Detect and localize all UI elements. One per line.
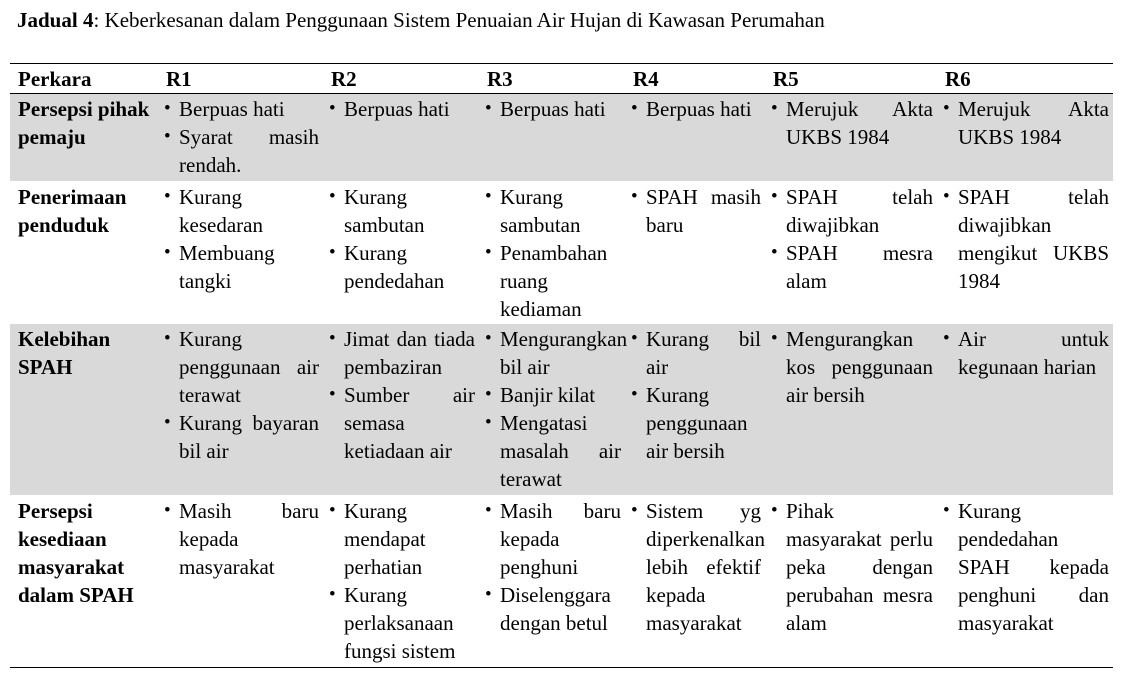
header-perkara: Perkara bbox=[10, 64, 158, 94]
bullet-item: • Kurang bayaran bil air bbox=[164, 409, 319, 465]
header-r6: R6 bbox=[937, 64, 1113, 94]
bullet-item: • Banjir kilat bbox=[485, 381, 621, 409]
bullet-item: • Jimat dan tiada pembaziran bbox=[329, 325, 475, 381]
bullet-item: • Masih baru kepada masyarakat bbox=[164, 497, 319, 581]
table-cell bbox=[323, 94, 479, 182]
bullet-item: • Kurang kesedaran bbox=[164, 183, 319, 239]
effectiveness-table bbox=[10, 63, 1113, 668]
bullet-item: • SPAH telah diwajibkan bbox=[771, 183, 933, 239]
caption-text: : Keberkesanan dalam Penggunaan Sistem Penuaian Air Hujan di Kawasan Perumahan bbox=[93, 8, 825, 32]
bullet-item: • Syarat masih rendah. bbox=[164, 123, 319, 179]
bullet-item: • Sumber air semasa ketiadaan air bbox=[329, 381, 475, 465]
bullet-item: • Air untuk kegunaan harian bbox=[943, 325, 1109, 381]
header-r4: R4 bbox=[625, 64, 765, 94]
table-caption bbox=[17, 8, 825, 33]
bullet-item: • Kurang pendedahan SPAH kepada penghuni dan masyarakat bbox=[943, 497, 1109, 637]
bullet-item: • Kurang penggunaan air terawat bbox=[164, 325, 319, 409]
bullet-item: • Merujuk Akta UKBS 1984 bbox=[771, 95, 933, 151]
bullet-item: • Berpuas hati bbox=[329, 95, 475, 123]
bullet-item: • Sistem yg diperkenalkan lebih efektif kepada masyarakat bbox=[631, 497, 761, 637]
row-label: Persepsi kesediaan masyarakat dalam SPAH bbox=[10, 496, 158, 668]
table-row bbox=[10, 496, 1113, 668]
table-cell bbox=[479, 324, 628, 496]
table-cell bbox=[937, 496, 1113, 668]
table-cell bbox=[765, 496, 937, 668]
table-cell bbox=[937, 94, 1113, 182]
table-cell bbox=[158, 182, 323, 324]
header-r1: R1 bbox=[158, 64, 323, 94]
bullet-item: • Masih baru kepada penghuni bbox=[485, 497, 621, 581]
table-cell bbox=[323, 182, 479, 324]
caption-label: Jadual 4 bbox=[17, 8, 94, 32]
bullet-item: • Kurang mendapat perhatian bbox=[329, 497, 475, 581]
table-cell bbox=[323, 324, 479, 496]
bullet-item: • SPAH mesra alam bbox=[771, 239, 933, 295]
table-row bbox=[10, 324, 1113, 496]
table-cell bbox=[158, 496, 323, 668]
table-cell bbox=[937, 324, 1113, 496]
bullet-item: • Mengatasi masalah air terawat bbox=[485, 409, 621, 493]
bullet-item: • Membuang tangki bbox=[164, 239, 319, 295]
table-cell bbox=[765, 182, 937, 324]
bullet-item: • Penambahan ruang kediaman bbox=[485, 239, 621, 323]
bullet-item: • Kurang sambutan bbox=[485, 183, 621, 239]
table-cell bbox=[625, 94, 765, 182]
bullet-item: • Kurang perlaksanaan fungsi sistem bbox=[329, 581, 475, 665]
table-cell bbox=[158, 94, 323, 182]
row-label: Penerimaan penduduk bbox=[10, 182, 158, 324]
bullet-item: • Pihak masyarakat perlu peka dengan perubahan mesra alam bbox=[771, 497, 933, 637]
row-label: Persepsi pihak pemaju bbox=[10, 94, 158, 182]
table-cell bbox=[765, 324, 937, 496]
table-cell bbox=[625, 324, 765, 496]
bullet-item: • Kurang sambutan bbox=[329, 183, 475, 239]
bullet-item: • Berpuas hati bbox=[485, 95, 621, 123]
table-header-row bbox=[10, 64, 1113, 94]
table-cell bbox=[625, 182, 765, 324]
row-label: Kelebihan SPAH bbox=[10, 324, 158, 496]
table-cell bbox=[479, 496, 625, 668]
table-cell bbox=[765, 94, 937, 182]
header-r2: R2 bbox=[323, 64, 479, 94]
table-cell bbox=[479, 94, 625, 182]
bullet-item: • Berpuas hati bbox=[164, 95, 319, 123]
bullet-item: • Merujuk Akta UKBS 1984 bbox=[943, 95, 1109, 151]
bullet-item: • Kurang pendedahan bbox=[329, 239, 475, 295]
header-r3: R3 bbox=[479, 64, 625, 94]
bullet-item: • Diselenggara dengan betul bbox=[485, 581, 621, 637]
header-r5: R5 bbox=[765, 64, 937, 94]
table-cell bbox=[479, 182, 625, 324]
table-cell bbox=[158, 324, 323, 496]
table-row bbox=[10, 182, 1113, 324]
bullet-item: • Berpuas hati bbox=[631, 95, 761, 123]
bullet-item: • Mengurangkan bil air bbox=[485, 325, 621, 381]
table-row bbox=[10, 94, 1113, 182]
bullet-item: • SPAH masih baru bbox=[631, 183, 761, 239]
table-cell bbox=[937, 182, 1113, 324]
bullet-item: • Mengurangkan kos penggunaan air bersih bbox=[771, 325, 933, 409]
bullet-item: • Kurang penggunaan air bersih bbox=[631, 381, 761, 465]
table-cell bbox=[625, 496, 765, 668]
bullet-item: • SPAH telah diwajibkan mengikut UKBS 1984 bbox=[943, 183, 1109, 295]
bullet-item: • Kurang bil air bbox=[631, 325, 761, 381]
table-cell bbox=[323, 496, 479, 668]
